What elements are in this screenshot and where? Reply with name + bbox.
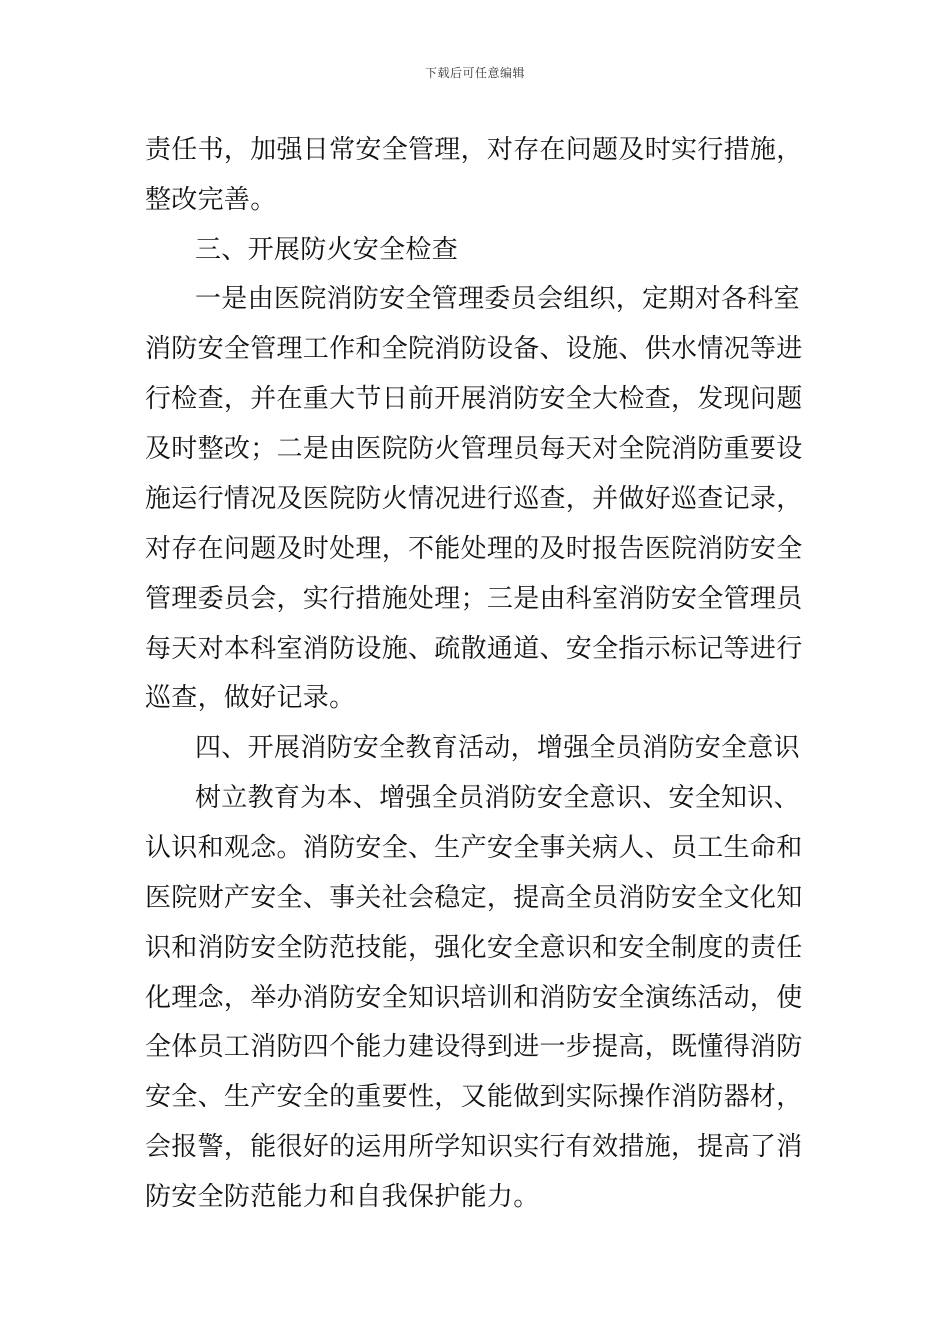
body-line: 管理委员会，实行措施处理；三是由科室消防安全管理员 [145, 584, 803, 614]
body-line: 及时整改；二是由医院防火管理员每天对全院消防重要设 [145, 434, 803, 464]
body-line: 全体员工消防四个能力建设得到进一步提高，既懂得消防 [145, 1032, 803, 1062]
body-line: 医院财产安全、事关社会稳定，提高全员消防安全文化知 [145, 883, 803, 913]
body-line: 会报警，能很好的运用所学知识实行有效措施，提高了消 [145, 1132, 803, 1162]
body-line: 识和消防安全防范技能，强化安全意识和安全制度的责任 [145, 933, 803, 963]
body-line: 巡查，做好记录。 [145, 683, 356, 713]
body-line: 行检查，并在重大节日前开展消防安全大检查，发现问题 [145, 384, 803, 414]
body-line: 消防安全管理工作和全院消防设备、设施、供水情况等进 [145, 334, 803, 364]
body-line: 对存在问题及时处理，不能处理的及时报告医院消防安全 [145, 534, 803, 564]
body-line: 防安全防范能力和自我保护能力。 [145, 1182, 540, 1212]
body-line: 化理念，举办消防安全知识培训和消防安全演练活动，使 [145, 983, 803, 1013]
body-line: 整改完善。 [145, 185, 277, 215]
body-line: 施运行情况及医院防火情况进行巡查，并做好巡查记录， [145, 484, 803, 514]
body-line: 每天对本科室消防设施、疏散通道、安全指示标记等进行 [145, 634, 803, 664]
body-line: 安全、生产安全的重要性，又能做到实际操作消防器材， [145, 1082, 803, 1112]
body-line: 树立教育为本、增强全员消防安全意识、安全知识、 [195, 783, 800, 813]
page-header: 下载后可任意编辑 [424, 66, 525, 80]
body-line: 一是由医院消防安全管理委员会组织，定期对各科室 [195, 284, 800, 314]
section-heading: 三、开展防火安全检查 [195, 235, 459, 265]
body-line: 认识和观念。消防安全、生产安全事关病人、员工生命和 [145, 833, 803, 863]
section-heading: 四、开展消防安全教育活动，增强全员消防安全意识 [195, 733, 800, 763]
body-line: 责任书，加强日常安全管理，对存在问题及时实行措施， [145, 135, 803, 165]
